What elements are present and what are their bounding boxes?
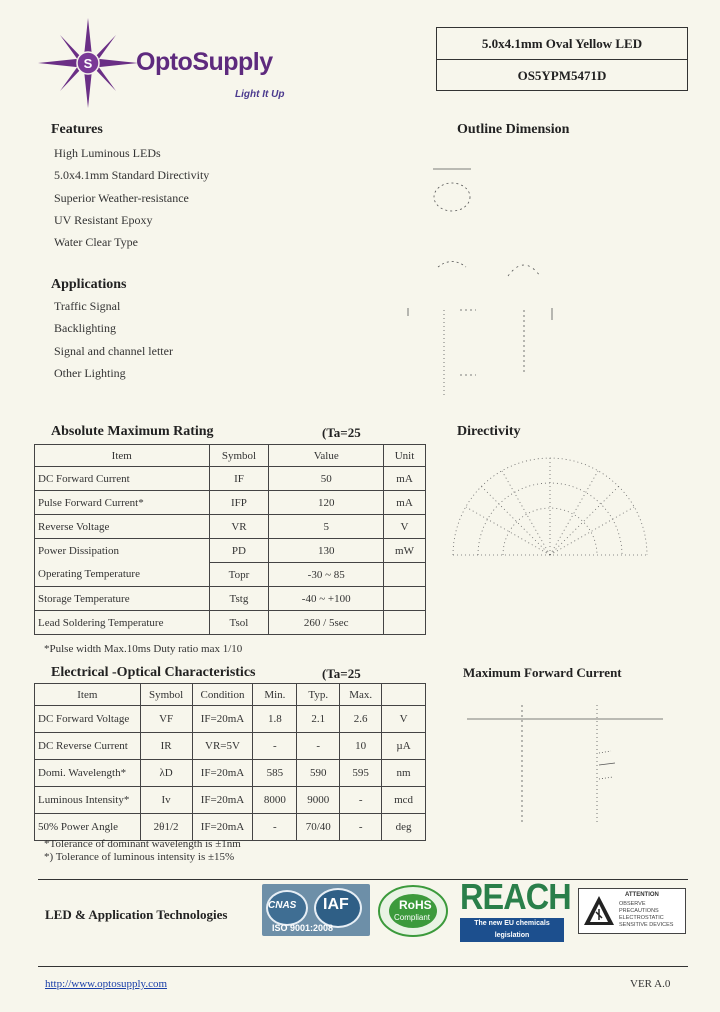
cell: - [340,787,382,814]
eoc-note-1: *Tolerance of dominant wavelength is ±1nm [44,838,241,850]
table-row [35,760,426,787]
cell: 590 [297,760,340,787]
table-row [35,706,426,733]
cell: V [382,706,426,733]
esd-warning-icon [582,894,616,928]
footer-divider-bottom [38,966,688,967]
table-row [35,515,426,539]
cell: mA [384,491,426,515]
rohs-badge [377,884,449,938]
amr-note: *Pulse width Max.10ms Duty ratio max 1/10 [44,643,243,655]
cell [384,611,426,635]
logo [38,18,298,108]
cell: DC Reverse Current [35,733,141,760]
rohs-sublabel: Compliant [394,913,431,922]
cell: Iv [140,787,192,814]
cell: -40 ~ +100 [269,587,384,611]
cell: 2.1 [297,706,340,733]
cell: Power Dissipation [35,539,210,563]
cell: 595 [340,760,382,787]
cell: 585 [253,760,297,787]
cell: Storage Temperature [35,587,210,611]
product-title: 5.0x4.1mm Oval Yellow LED [481,35,643,51]
cell: IF [209,467,269,491]
eoc-table [34,683,426,841]
website-link[interactable]: http://www.optosupply.com [45,978,168,990]
list-item: Backlighting [54,321,116,336]
cell: 70/40 [297,814,340,841]
header-cell: Max. [340,684,382,706]
list-item: UV Resistant Epoxy [54,212,153,227]
eoc-note-2: *) Tolerance of luminous intensity is ±15% [44,851,235,863]
cell: VR=5V [192,733,253,760]
cell: 50% Power Angle [35,814,141,841]
cell: - [297,733,340,760]
table-row [35,491,426,515]
table-row [35,733,426,760]
list-item: High Luminous LEDs [54,146,161,160]
directivity-heading: Directivity [457,424,521,439]
table-row [35,467,426,491]
cell [384,563,426,587]
cell: nm [382,760,426,787]
cell: DC Forward Current [35,467,210,491]
iso-label: ISO 9001:2008 [272,923,334,933]
amr-heading: Absolute Maximum Rating [51,424,214,439]
list-item: 5.0x4.1mm Standard Directivity [54,168,210,183]
cell: mcd [382,787,426,814]
max-forward-heading: Maximum Forward Current [463,665,622,680]
cell: IF=20mA [192,760,253,787]
brand-tagline: Light It Up [235,89,285,100]
cell: IF=20mA [192,814,253,841]
rohs-label: RoHS [399,898,432,912]
header-cell: Min. [253,684,297,706]
table-header [35,684,426,706]
company-name: LED & Application Technologies [45,907,228,922]
max-forward-chart [465,705,665,835]
cell: - [253,814,297,841]
cell: IR [140,733,192,760]
cell: IFP [209,491,269,515]
list-item: Superior Weather-resistance [54,190,189,205]
cell: VF [140,706,192,733]
table-row [35,611,426,635]
table-row [35,539,426,563]
reach-badge [460,876,571,939]
version-label: VER A.0 [630,978,671,990]
header-cell: Condition [192,684,253,706]
cell: - [340,814,382,841]
amr-table [34,444,426,635]
header-cell: Item [35,445,210,467]
cell: 120 [269,491,384,515]
directivity-plot [450,450,650,560]
header-cell: Symbol [140,684,192,706]
cell: 10 [340,733,382,760]
list-item: Water Clear Type [54,235,138,250]
features-heading: Features [51,122,103,137]
cell: V [384,515,426,539]
attention-label: ATTENTION [625,892,659,898]
list-item: Other Lighting [54,365,126,380]
cell: 260 / 5sec [269,611,384,635]
iso-cert-badge [262,884,370,936]
cell: Pulse Forward Current* [35,491,210,515]
eoc-condition: (Ta=25 [322,666,361,681]
cell: Reverse Voltage [35,515,210,539]
cell: Lead Soldering Temperature [35,611,210,635]
esd-text: OBSERVE PRECAUTIONS ELECTROSTATIC SENSITIVE DEVICES [619,901,674,928]
iaf-label: IAF [323,896,349,913]
cell: Tsol [209,611,269,635]
cell: deg [382,814,426,841]
header-cell: Item [35,684,141,706]
header-cell: Unit [384,445,426,467]
header-cell: Typ. [297,684,340,706]
list-item: Traffic Signal [54,299,121,313]
table-row [35,787,426,814]
brand-name: OptoSupply [136,48,273,76]
cell: 1.8 [253,706,297,733]
cell: IF=20mA [192,787,253,814]
cnas-label: CNAS [268,900,297,911]
svg-text:S: S [83,56,93,71]
amr-condition: (Ta=25 [322,425,361,440]
cell: Tstg [209,587,269,611]
footer-divider-top [38,879,688,880]
outline-drawing [400,150,580,400]
cell: mW [384,539,426,563]
cell: Luminous Intensity* [35,787,141,814]
header-cell [382,684,426,706]
cell: Topr [209,563,269,587]
starburst-logo-icon [38,18,138,108]
cell: 2.6 [340,706,382,733]
list-item: Signal and channel letter [54,343,173,358]
part-number: OS5YPM5471D [437,59,687,91]
cell: µA [382,733,426,760]
cell: mA [384,467,426,491]
cell: DC Forward Voltage [35,706,141,733]
cell: 50 [269,467,384,491]
cell: λD [140,760,192,787]
header-cell: Value [269,445,384,467]
applications-heading: Applications [51,277,127,292]
cell: 2θ1/2 [140,814,192,841]
table-row [35,587,426,611]
table-row [35,814,426,841]
cell: 9000 [297,787,340,814]
cell: - [253,733,297,760]
reach-label: REACH [460,876,571,917]
eoc-heading: Electrical -Optical Characteristics [51,665,256,680]
cell: 8000 [253,787,297,814]
cell [384,587,426,611]
cell: PD [209,539,269,563]
header-cell: Symbol [209,445,269,467]
esd-attention-box [578,888,686,934]
features-list [54,146,209,257]
table-header [35,445,426,467]
cell: -30 ~ 85 [269,563,384,587]
cell: Domi. Wavelength* [35,760,141,787]
cell: Operating Temperature [35,563,210,587]
cell: 5 [269,515,384,539]
applications-list [54,299,173,388]
title-box [436,27,688,91]
outline-heading: Outline Dimension [457,122,570,137]
table-row [35,563,426,587]
reach-sublabel: The new EU chemicals legislation [460,918,564,942]
cell: 130 [269,539,384,563]
cell: VR [209,515,269,539]
cell: IF=20mA [192,706,253,733]
